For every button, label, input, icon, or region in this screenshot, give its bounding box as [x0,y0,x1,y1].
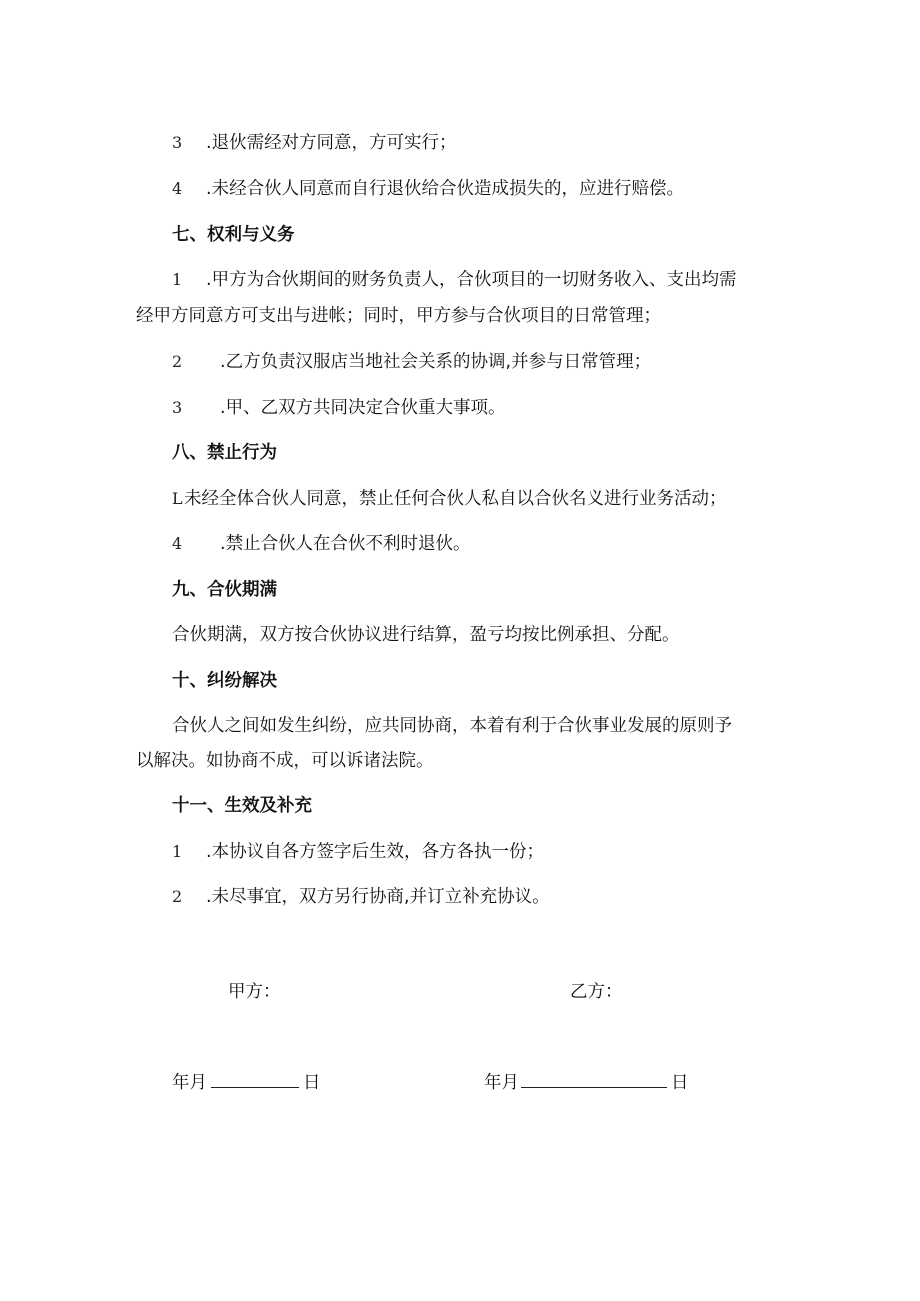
clause-number: L [172,489,183,508]
clause-text: .甲方为合伙期间的财务负责人，合伙项目的一切财务收入、支出均需 [206,270,737,290]
clause-number: 1 [172,842,183,861]
clause-number: 4 [172,534,183,553]
date-suffix: 日 [671,1073,689,1093]
date-prefix: 年月 [172,1073,207,1093]
date-blank [521,1071,667,1088]
clause-number: 1 [172,270,183,289]
clause-number: 2 [172,352,183,371]
rights-item-3 [172,396,506,420]
clause-text: .甲、乙双方共同决定合伙重大事项。 [220,398,506,418]
party-a-date-line [172,1071,321,1095]
clause-text: .本协议自各方签字后生效，各方各执一份； [206,842,545,862]
prohibition-item-1 [172,487,727,511]
rights-item-1-continued: 经甲方同意方可支出与进帐；同时，甲方参与合伙项目的日常管理； [136,306,661,326]
clause-number: 3 [172,133,183,152]
term-expiry-text: 合伙期满，双方按合伙协议进行结算，盈亏均按比例承担、分配。 [172,625,680,645]
section-heading-effect: 十一、生效及补充 [172,796,312,816]
party-b-signature-label: 乙方： [570,982,623,1002]
clause-number: 4 [172,179,183,198]
clause-text: .乙方负责汉服店当地社会关系的协调,并参与日常管理； [220,352,652,372]
date-blank [211,1071,299,1088]
section-heading-term-expiry: 九、合伙期满 [172,580,277,600]
dispute-text-continued: 以解决。如协商不成，可以诉诸法院。 [136,751,434,771]
clause-4 [172,177,684,201]
prohibition-item-2 [172,532,471,556]
rights-item-2 [172,350,651,374]
clause-text: .禁止合伙人在合伙不利时退伙。 [220,534,471,554]
clause-text: .未经合伙人同意而自行退伙给合伙造成损失的，应进行赔偿。 [206,179,685,199]
rights-item-1 [172,268,737,292]
dispute-text: 合伙人之间如发生纠纷，应共同协商，本着有利于合伙事业发展的原则予 [172,716,732,736]
effect-item-1 [172,840,544,864]
section-heading-dispute: 十、纠纷解决 [172,671,277,691]
clause-3 [172,131,457,155]
party-b-date-line [484,1071,689,1095]
clause-number: 3 [172,398,183,417]
clause-number: 2 [172,887,183,906]
date-prefix: 年月 [484,1073,519,1093]
date-suffix: 日 [303,1073,321,1093]
party-a-signature-label: 甲方： [228,982,281,1002]
clause-text: .退伙需经对方同意，方可实行； [206,133,457,153]
clause-text: .未尽事宜，双方另行协商,并订立补充协议。 [206,887,550,907]
effect-item-2 [172,885,550,909]
clause-text: 未经全体合伙人同意，禁止任何合伙人私自以合伙名义进行业务活动； [184,489,727,509]
section-heading-prohibitions: 八、禁止行为 [172,443,277,463]
section-heading-rights: 七、权利与义务 [172,225,295,245]
